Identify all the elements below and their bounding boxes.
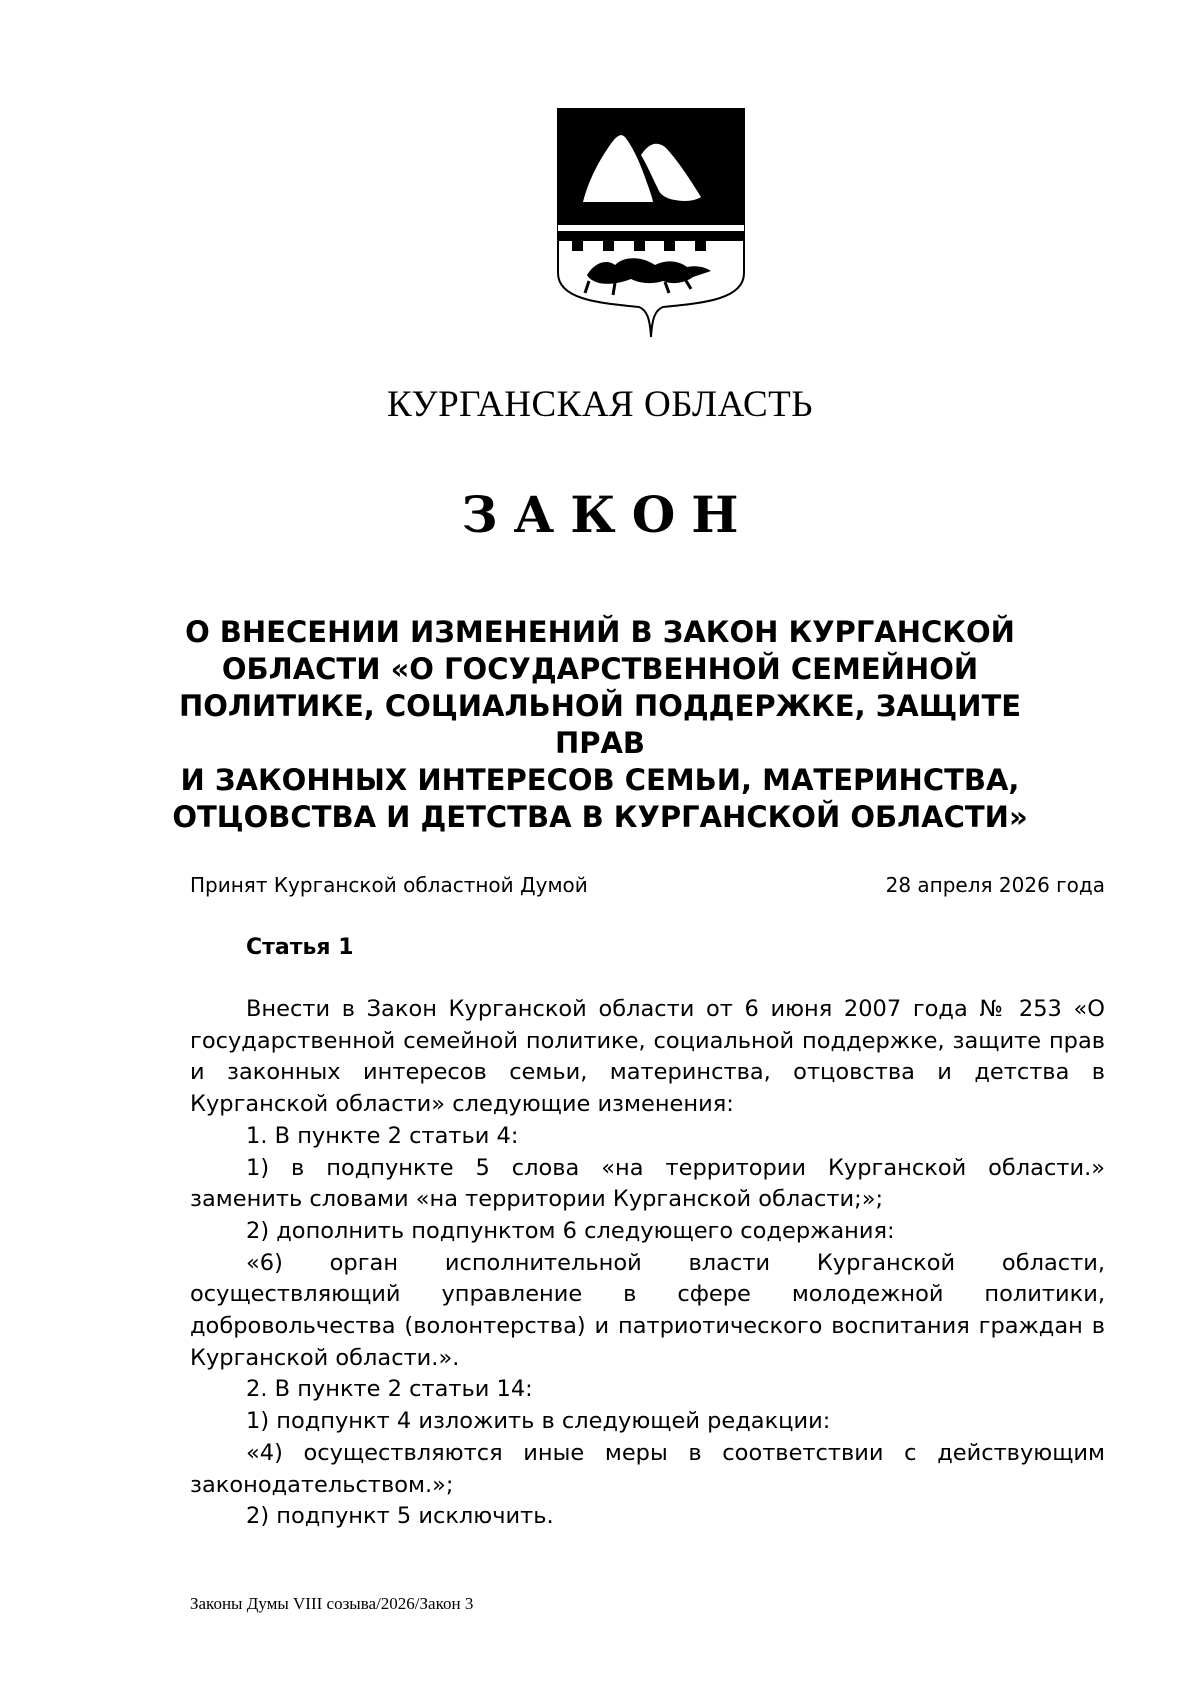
article-paragraph: 2) подпункт 5 исключить. xyxy=(246,1503,554,1530)
law-title-line: И ЗАКОННЫХ ИНТЕРЕСОВ СЕМЬИ, МАТЕРИНСТВА, xyxy=(180,763,1020,797)
article-paragraph: «6) орган исполнительной власти Курганской области, осуществляющий управление в сфере молодежной политики, добровольчества (волонтерства) и патриотического воспитания граждан в Курганской области.». xyxy=(190,1249,1105,1371)
region-name: КУРГАНСКАЯ ОБЛАСТЬ xyxy=(386,384,814,425)
law-title-line: ОБЛАСТИ «О ГОСУДАРСТВЕННОЙ СЕМЕЙНОЙ xyxy=(221,652,979,686)
article-paragraph: 1) в подпункте 5 слова «на территории Курганской области.» заменить словами «на территории Курганской области;»; xyxy=(190,1154,1105,1213)
article-paragraph: «4) осуществляются иные меры в соответствии с действующим законодательством.»; xyxy=(190,1439,1105,1498)
law-title xyxy=(160,614,1040,836)
article-paragraph: Внести в Закон Курганской области от 6 июня 2007 года № 253 «О государственной семейной политике, социальной поддержке, защите прав и законных интересов семьи, материнства, отцовства и детства в Курганской области» следующие изменения: xyxy=(190,996,1105,1118)
document-type: ЗАКОН xyxy=(461,485,755,544)
adoption-line xyxy=(190,873,1105,897)
article-paragraph: 1. В пункте 2 статьи 4: xyxy=(246,1122,519,1149)
law-title-line: О ВНЕСЕНИИ ИЗМЕНЕНИЙ В ЗАКОН КУРГАНСКОЙ xyxy=(185,615,1015,649)
article-paragraph: 2) дополнить подпунктом 6 следующего содержания: xyxy=(246,1217,895,1244)
article-heading: Статья 1 xyxy=(246,935,354,960)
article-body xyxy=(190,994,1105,1533)
coat-of-arms-emblem xyxy=(555,107,747,343)
article-paragraph: 1) подпункт 4 изложить в следующей редакции: xyxy=(246,1408,831,1435)
article-paragraph: 2. В пункте 2 статьи 14: xyxy=(246,1376,533,1403)
adopted-by: Принят Курганской областной Думой xyxy=(190,873,588,897)
law-title-line: ОТЦОВСТВА И ДЕТСТВА В КУРГАНСКОЙ ОБЛАСТИ» xyxy=(172,800,1028,834)
adoption-date: 28 апреля 2026 года xyxy=(885,873,1105,897)
footer-reference: Законы Думы VIII созыва/2026/Закон 3 xyxy=(190,1594,474,1613)
law-title-line: ПОЛИТИКЕ, СОЦИАЛЬНОЙ ПОДДЕРЖКЕ, ЗАЩИТЕ ПРАВ xyxy=(178,689,1022,760)
